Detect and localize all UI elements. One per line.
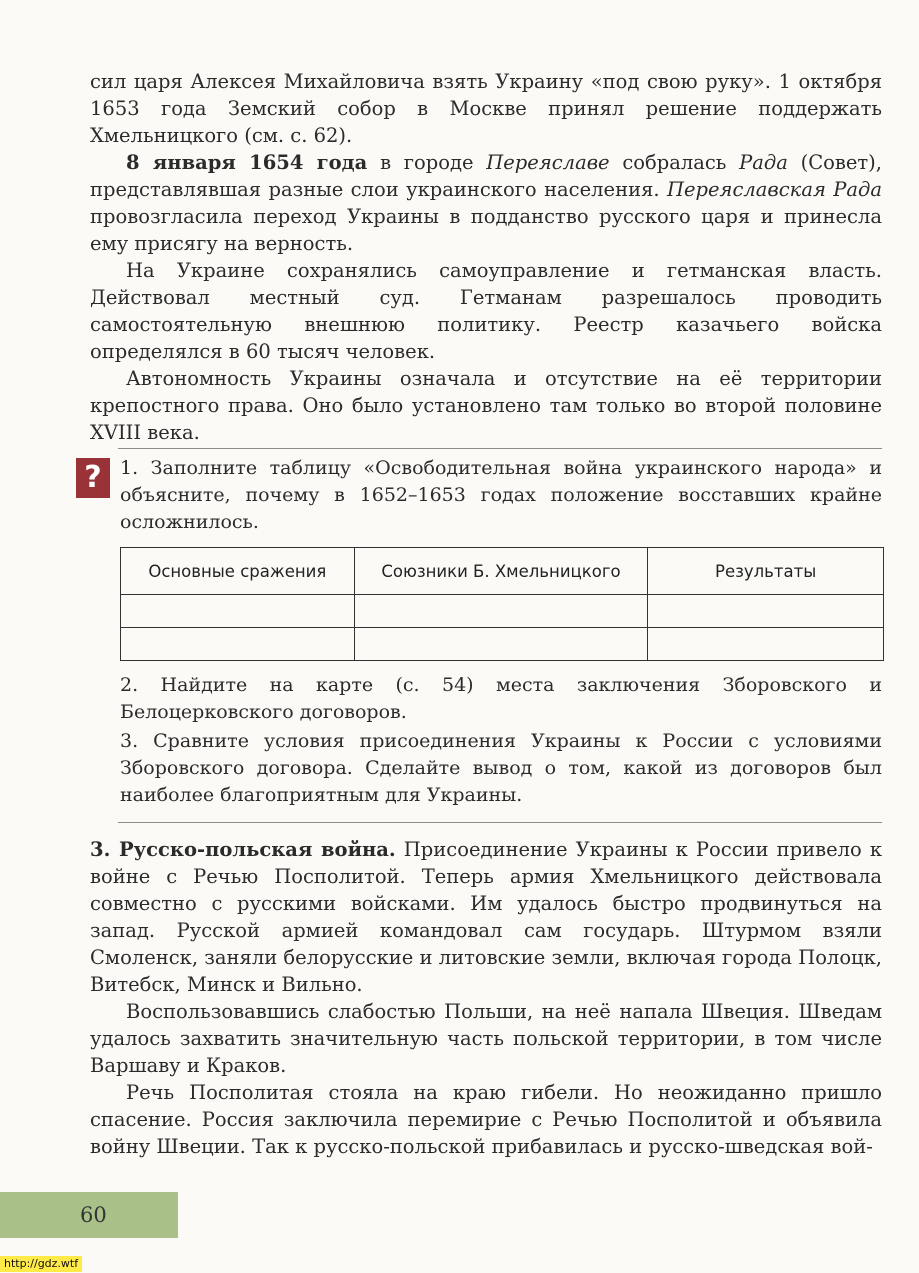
table-header-results: Результаты xyxy=(648,548,884,595)
text-run: в городе xyxy=(367,151,487,174)
date-highlight: 8 января 1654 года xyxy=(126,151,368,174)
table-cell xyxy=(648,628,884,661)
page-number-tab xyxy=(0,1192,178,1238)
table-header-row xyxy=(121,548,884,595)
section-3-paragraph-3: Речь Посполитая стояла на краю гибели. Но неожиданно пришло спасение. Россия заключила перемирие с Речью Посполитой и объявила войну Швеции. Так к русско-польской прибавилась и русско-шведская вой- xyxy=(90,1081,882,1158)
table-cell xyxy=(121,595,355,628)
question-2-text: 2. Найдите на карте (с. 54) места заключения Зборовского и Белоцерковского договоров. xyxy=(120,674,882,723)
questions-bottom-divider xyxy=(118,822,882,823)
table-cell xyxy=(354,628,648,661)
table-cell xyxy=(121,628,355,661)
page-number: 60 xyxy=(80,1203,107,1227)
text-run: собралась xyxy=(609,151,740,174)
questions-2-3 xyxy=(120,672,882,811)
table-cell xyxy=(354,595,648,628)
watermark-link[interactable]: http://gdz.wtf xyxy=(0,1256,82,1272)
text-run: (Совет), представлявшая разные слои украинского населения. xyxy=(90,151,882,201)
text-run: провозгласила переход Украины в подданство русского царя и принесла ему присягу на верность. xyxy=(90,205,882,255)
table-cell xyxy=(648,595,884,628)
section-3 xyxy=(90,836,882,1160)
section-3-paragraph-2: Воспользовавшись слабостью Польши, на неё напала Швеция. Шведам удалось захватить значительную часть польской территории, в том числе Варшаву и Краков. xyxy=(90,1000,882,1077)
intro-paragraph-1: сил царя Алексея Михайловича взять Украину «под свою руку». 1 октября 1653 года Земский собор в Москве принял решение поддержать Хмельницкого (см. с. 62). xyxy=(90,70,882,147)
table-header-battles: Основные сражения xyxy=(121,548,355,595)
table-row xyxy=(121,628,884,661)
question-3-text: 3. Сравните условия присоединения Украины к России с условиями Зборовского договора. Сделайте вывод о том, какой из договоров был наиболее благоприятным для Украины. xyxy=(120,730,882,806)
section-3-paragraph-1 xyxy=(90,836,882,998)
term-pereyaslav-rada: Переяславская Рада xyxy=(666,178,882,201)
question-1-text: 1. Заполните таблицу «Освободительная война украинского народа» и объясните, почему в 1652–1653 годах положение восставших крайне осложнилось. xyxy=(120,457,882,533)
section-3-heading: 3. Русско-польская война. xyxy=(90,838,396,861)
questions-top-divider xyxy=(118,448,882,449)
intro-paragraph-4: Автономность Украины означала и отсутствие на её территории крепостного права. Оно было установлено там только во второй половине XVIII века. xyxy=(90,367,882,444)
intro-text xyxy=(90,68,882,446)
question-mark-icon: ? xyxy=(76,458,110,498)
table-header-allies: Союзники Б. Хмельницкого xyxy=(354,548,648,595)
term-rada: Рада xyxy=(739,151,788,174)
intro-paragraph-2 xyxy=(90,149,882,257)
assignment-table xyxy=(120,547,884,661)
question-1 xyxy=(120,455,882,536)
table-row xyxy=(121,595,884,628)
text-run: Присоединение Украины к России привело к войне с Речью Посполитой. Теперь армия Хмельницкого действовала совместно с русскими войсками. Им удалось быстро продвинуться на запад. Русской армией командовал сам государь. Штурмом взяли Смоленск, заняли белорусские и литовские земли, включая города Полоцк, Витебск, Минск и Вильно. xyxy=(90,838,883,996)
term-pereyaslav: Переяславе xyxy=(486,151,610,174)
intro-paragraph-3: На Украине сохранялись самоуправление и гетманская власть. Действовал местный суд. Гетманам разрешалось проводить самостоятельную внешнюю политику. Реестр казачьего войска определялся в 60 тысяч человек. xyxy=(90,259,882,363)
